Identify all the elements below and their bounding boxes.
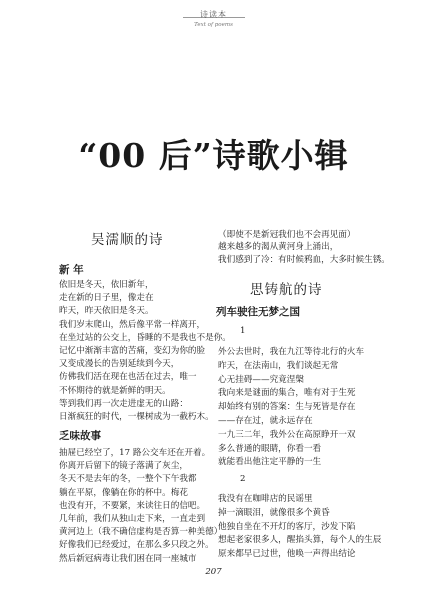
poem-line: 我们岁末爬山，然后像平常一样离开， — [59, 319, 206, 330]
poem-line: 又变成漫长的告别延续到今天， — [59, 359, 180, 370]
poem-line: 日渐疯狂的时代，一棵树成为一截朽木。 — [59, 412, 214, 422]
poem-line: 等到我们再一次走进虚无的山路： — [59, 398, 188, 409]
poem-line: 不怀期待的就是新鲜的明天。 — [59, 385, 171, 396]
poem-line: 越来越多的渴从黄河身上涌出， — [218, 242, 339, 253]
poem-line: 你离开后留下的镜子落满了灰尘， — [59, 461, 188, 472]
poem-line: 好像我们已经爱过，在那么多只段之外。 — [59, 540, 214, 551]
poem-line: 我们感到了冷：有时候鸦血，大多时候生锈。 — [218, 254, 390, 265]
poem-line: 冬天不是去年的冬，一整个下午我都 — [59, 474, 197, 485]
poem-line: 就能看出他注定平静的一生 — [218, 457, 322, 468]
poem-title: 列车驶往无梦之国 — [216, 306, 300, 318]
poem-line: 昨天，昨天依旧是冬天。 — [59, 306, 154, 317]
poem-title: 新 年 — [59, 264, 84, 276]
poem-line: 躺在平原，像躺在你的杯中。梅花 — [59, 487, 188, 498]
poem-line: 多么普通的眼睛，你看一看 — [218, 443, 322, 454]
poem-line: 也没有开，不要紧，来读往日的信吧。 — [59, 500, 206, 511]
author-name: 思铸航的诗 — [250, 282, 323, 298]
section-number: 1 — [240, 326, 246, 336]
poem-line: 在坐过站的公交上，昏睡的不是我也不是你。 — [59, 332, 231, 343]
page-title: “00 后”诗歌小辑 — [78, 136, 349, 175]
poem-line: 想起老家很多人，醒掐头算，每个人的生辰 — [218, 535, 382, 546]
header-brand: 诗读本 — [200, 10, 227, 19]
section-number: 2 — [240, 474, 246, 484]
poem-line: 一九三二年，我外公在高原睁开一双 — [218, 429, 356, 440]
author-name: 吴濡顺的诗 — [91, 232, 164, 248]
poem-line: 外公去世时，我在九江等待北行的火车 — [218, 347, 365, 357]
poem-line: 我没有在咖啡店的民谣里 — [218, 494, 313, 504]
poem-line: 掉一滴眼泪，就像很多个黄昏 — [218, 507, 330, 518]
poem-line: 原来都早已过世，他唤一声得出结论 — [218, 549, 356, 560]
poem-line: 我向来是谜面的集合，唯有对于生死 — [218, 388, 356, 399]
poem-line: ——存在过，就永远存在 — [218, 416, 313, 426]
poem-line: 却始终有别的答案：生与死皆是存在 — [218, 402, 356, 413]
poem-line: （即使不是新冠我们也不会再见面） — [218, 230, 356, 240]
poem-line: 他独自坐在不开灯的客厅，沙发下陷 — [218, 521, 356, 532]
page-number: 207 — [205, 567, 222, 577]
poem-line: 记忆中渐渐丰富的苦痛，变幻为你的脸 — [59, 346, 206, 356]
poem-title: 乏味故事 — [59, 430, 101, 442]
poem-line: 然后新冠病毒让我们困在同一座城市 — [59, 553, 197, 564]
poem-line: 抽屉已经空了，17 路公交车还在开着。 — [59, 448, 211, 458]
poem-line: 昨天，在法南山，我们谈起无常 — [218, 360, 339, 371]
poem-line: 仿佛我们活在现在也活在过去，唯一 — [59, 372, 197, 383]
poem-line: 几年前，我们从独山走下来，一直走到 — [59, 514, 206, 524]
header-brand-english: Text of poems — [194, 22, 233, 28]
poem-line: 走在新的日子里，像走在 — [59, 293, 154, 304]
poem-line: 心无挂碍——究竟涅槃 — [218, 374, 304, 385]
poem-line: 黄河边上（我不确信虚构是否算一种美德） — [59, 527, 223, 538]
poem-line: 依旧是冬天，依旧新年， — [59, 280, 154, 290]
